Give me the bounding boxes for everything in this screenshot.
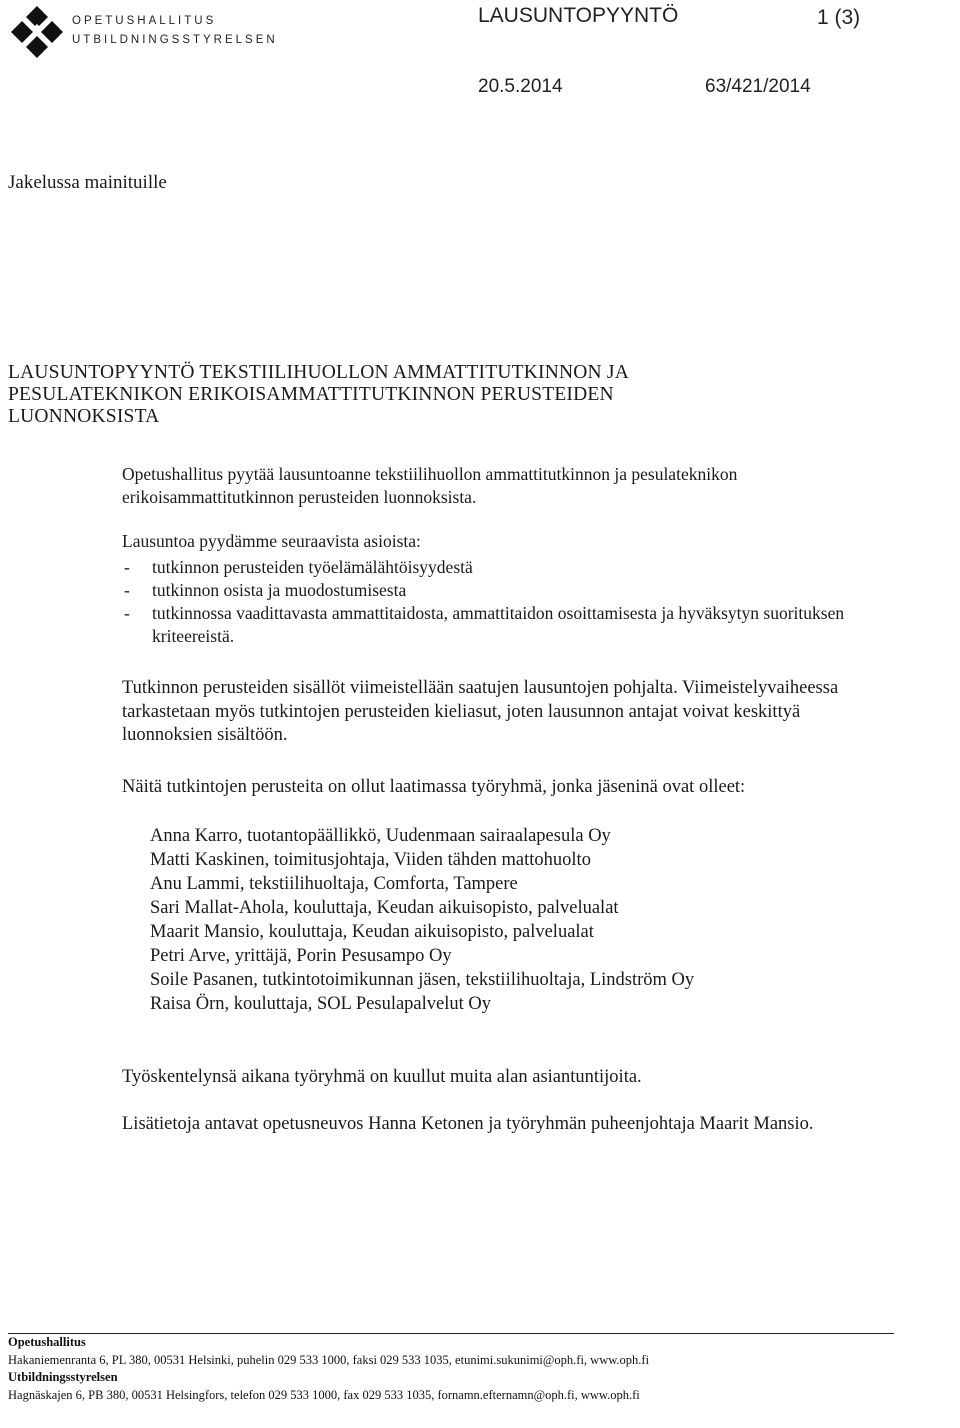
document-type: LAUSUNTOPYYNTÖ — [478, 4, 679, 27]
recipient: Jakelussa mainituille — [8, 172, 167, 193]
working-group-members — [150, 824, 694, 1016]
requested-topics-heading: Lausuntoa pyydämme seuraavista asioista: — [122, 531, 421, 551]
footer-org-name-swedish: Utbildningsstyrelsen — [8, 1370, 118, 1384]
list-item: - tutkinnossa vaadittavasta ammattitaidosta, ammattitaidon osoittamisesta ja hyväksytyn suorituksen kriteereistä. — [122, 602, 882, 648]
title-line: LAUSUNTOPYYNTÖ TEKSTIILIHUOLLON AMMATTITUTKINNON JA — [8, 362, 629, 383]
intro-paragraph: Opetushallitus pyytää lausuntoanne tekstiilihuollon ammattitutkinnon ja pesulateknikon erikoisammattitutkinnon perusteiden luonnoksista. — [122, 464, 738, 507]
member-item: Anna Karro, tuotantopäällikkö, Uudenmaan sairaalapesula Oy — [150, 826, 611, 846]
title-line: PESULATEKNIKON ERIKOISAMMATTITUTKINNON PERUSTEIDEN — [8, 384, 614, 405]
page-number: 1 (3) — [817, 6, 861, 29]
member-item: Petri Arve, yrittäjä, Porin Pesusampo Oy — [150, 946, 452, 966]
document-reference: 63/421/2014 — [705, 76, 811, 97]
list-item: - tutkinnon osista ja muodostumisesta — [122, 579, 882, 602]
finalization-paragraph: Tutkinnon perusteiden sisällöt viimeistellään saatujen lausuntojen pohjalta. Viimeistelyvaiheessa tarkastetaan myös tutkintojen perusteiden kieliasut, joten lausunnon antajat voivat keskittyä luonnoksien sisältöön. — [122, 678, 839, 745]
org-name-swedish: UTBILDNINGSSTYRELSEN — [72, 34, 278, 46]
footer — [8, 1334, 649, 1404]
list-item: - tutkinnon perusteiden työelämälähtöisyydestä — [122, 556, 882, 579]
requested-topics-list — [122, 556, 882, 648]
organization-names — [72, 12, 278, 50]
opetushallitus-logo-icon — [8, 4, 66, 64]
member-item: Sari Mallat-Ahola, kouluttaja, Keudan aikuisopisto, palvelualat — [150, 898, 619, 918]
contact-paragraph: Lisätietoja antavat opetusneuvos Hanna Ketonen ja työryhmän puheenjohtaja Maarit Mansio. — [122, 1114, 814, 1134]
member-item: Soile Pasanen, tutkintotoimikunnan jäsen, tekstiilihuoltaja, Lindström Oy — [150, 970, 695, 990]
org-name-finnish: OPETUSHALLITUS — [72, 15, 217, 27]
member-item: Anu Lammi, tekstiilihuoltaja, Comforta, Tampere — [150, 874, 518, 894]
footer-org-name-finnish: Opetushallitus — [8, 1335, 86, 1349]
member-item: Matti Kaskinen, toimitusjohtaja, Viiden tähden mattohuolto — [150, 850, 591, 870]
consultation-paragraph: Työskentelynsä aikana työryhmä on kuullut muita alan asiantuntijoita. — [122, 1067, 642, 1087]
member-item: Raisa Örn, kouluttaja, SOL Pesulapalvelut Oy — [150, 994, 491, 1014]
title-line: LUONNOKSISTA — [8, 406, 160, 427]
document-title — [8, 362, 788, 428]
member-item: Maarit Mansio, kouluttaja, Keudan aikuisopisto, palvelualat — [150, 922, 594, 942]
working-group-intro: Näitä tutkintojen perusteita on ollut laatimassa työryhmä, jonka jäseninä ovat olleet: — [122, 777, 746, 797]
footer-address-swedish: Hagnäskajen 6, PB 380, 00531 Helsingfors, telefon 029 533 1000, fax 029 533 1035, fornamn.efternamn@oph.fi, www.oph.fi — [8, 1387, 640, 1402]
document-date: 20.5.2014 — [478, 76, 563, 97]
footer-address-finnish: Hakaniemenranta 6, PL 380, 00531 Helsinki, puhelin 029 533 1000, faksi 029 533 1035, etunimi.sukunimi@oph.fi, www.oph.fi — [8, 1352, 650, 1367]
